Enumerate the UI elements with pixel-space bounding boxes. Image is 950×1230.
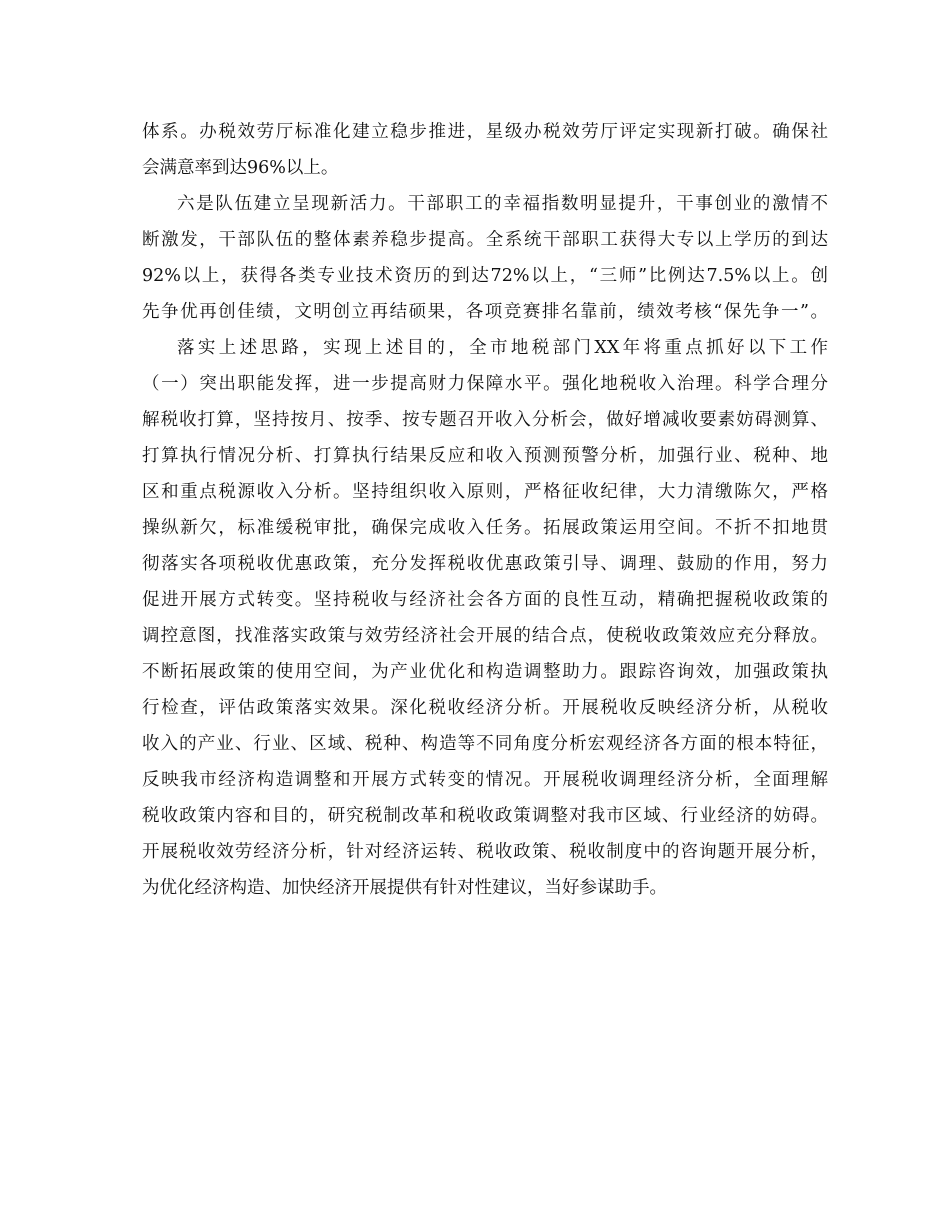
text-line: 税收政策内容和目的，研究税制改革和税收政策调整对我市区域、行业经济的妨碍。 [142, 806, 828, 826]
text-line: 解税收打算，坚持按月、按季、按专题召开收入分析会，做好增减收要素妨碍测算、 [142, 410, 828, 430]
text-line: 打算执行情况分析、打算执行结果反应和收入预测预警分析，加强行业、税种、地 [142, 446, 828, 466]
paragraph-first-line: 落实上述思路，实现上述目的，全市地税部门XX年将重点抓好以下工作 [177, 338, 828, 358]
text-line: 开展税收效劳经济分析，针对经济运转、税收政策、税收制度中的咨询题开展分析， [142, 842, 828, 862]
text-line: 彻落实各项税收优惠政策，充分发挥税收优惠政策引导、调理、鼓励的作用，努力 [142, 554, 828, 574]
text-line: 行检查，评估政策落实效果。深化税收经济分析。开展税收反映经济分析，从税收 [142, 698, 828, 718]
text-line: 不断拓展政策的使用空间，为产业优化和构造调整助力。跟踪咨询效，加强政策执 [142, 662, 828, 682]
text-line: 区和重点税源收入分析。坚持组织收入原则，严格征收纪律，大力清缴陈欠，严格 [142, 482, 828, 502]
text-line: 断激发，干部队伍的整体素养稳步提高。全系统干部职工获得大专以上学历的到达 [142, 230, 828, 250]
text-line: 促进开展方式转变。坚持税收与经济社会各方面的良性互动，精确把握税收政策的 [142, 590, 828, 610]
text-line: 操纵新欠，标准缓税审批，确保完成收入任务。拓展政策运用空间。不折不扣地贯 [142, 518, 828, 538]
text-line: 会满意率到达96%以上。 [142, 158, 339, 178]
text-line: 92%以上，获得各类专业技术资历的到达72%以上，“三师”比例达7.5%以上。创 [142, 266, 828, 286]
text-line: 先争优再创佳绩，文明创立再结硕果，各项竞赛排名靠前，绩效考核“保先争一”。 [142, 302, 828, 322]
paragraph-first-line: 六是队伍建立呈现新活力。干部职工的幸福指数明显提升，干事创业的激情不 [177, 194, 828, 214]
text-line: 收入的产业、行业、区域、税种、构造等不同角度分析宏观经济各方面的根本特征， [142, 734, 828, 754]
text-line: 为优化经济构造、加快经济开展提供有针对性建议，当好参谋助手。 [142, 878, 667, 898]
text-line: 体系。办税效劳厅标准化建立稳步推进，星级办税效劳厅评定实现新打破。确保社 [142, 122, 828, 142]
text-line: 反映我市经济构造调整和开展方式转变的情况。开展税收调理经济分析，全面理解 [142, 770, 828, 790]
document-body [142, 114, 828, 906]
text-line: （一）突出职能发挥，进一步提高财力保障水平。强化地税收入治理。科学合理分 [142, 374, 828, 394]
text-line: 调控意图，找准落实政策与效劳经济社会开展的结合点，使税收政策效应充分释放。 [142, 626, 828, 646]
